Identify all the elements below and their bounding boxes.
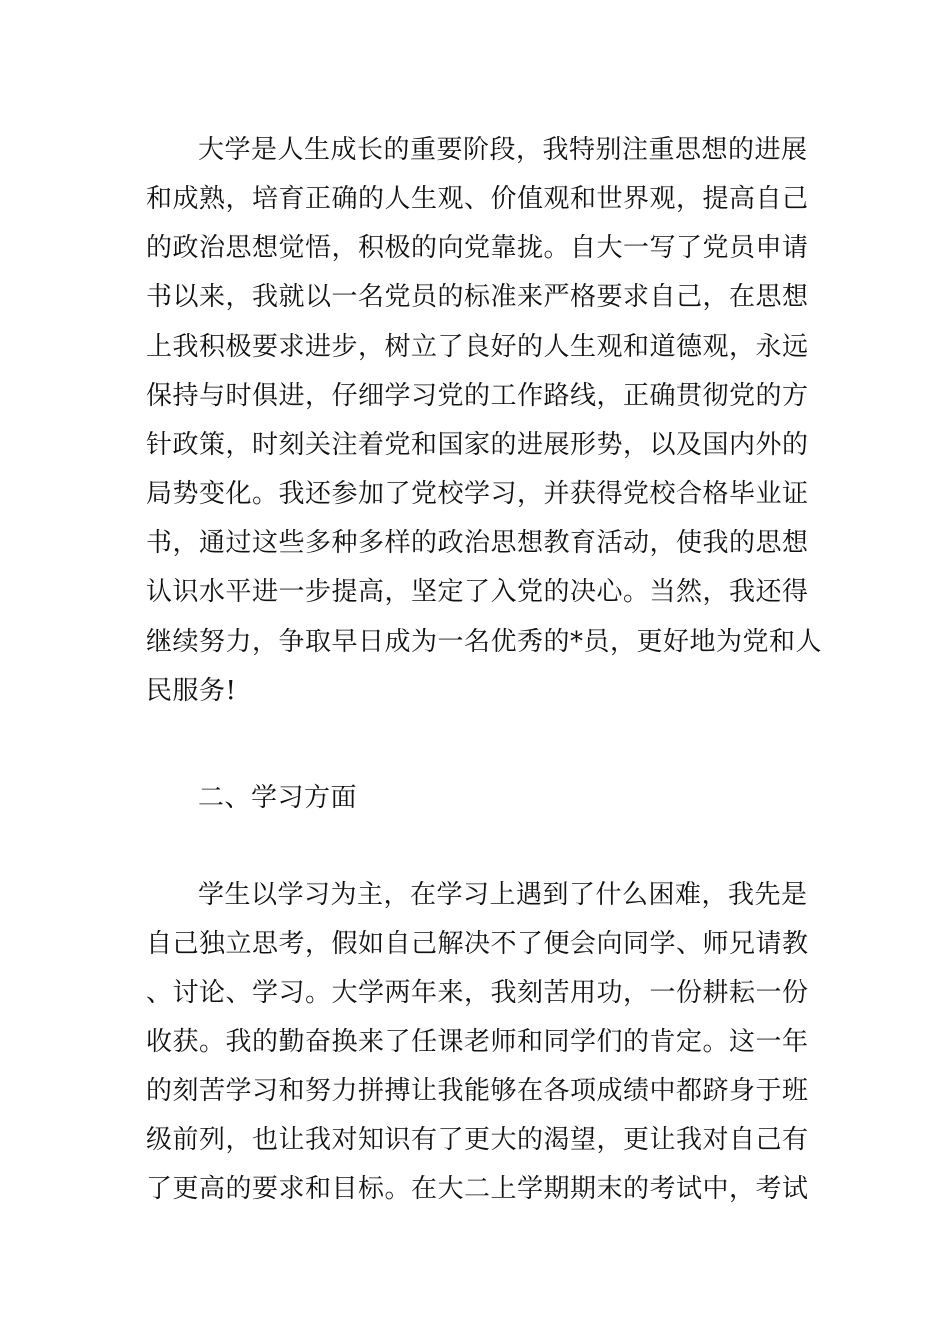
paragraph-2-line-5: 的刻苦学习和努力拼搏让我能够在各项成绩中都跻身于班: [146, 1076, 809, 1106]
paragraph-1-line-10: 认识水平进一步提高，坚定了入党的决心。当然，我还得: [146, 577, 809, 607]
paragraph-1-line-2: 和成熟，培育正确的人生观、价值观和世界观，提高自己: [146, 184, 809, 214]
paragraph-2-line-3: 、讨论、学习。大学两年来，我刻苦用功，一份耕耘一份: [146, 978, 809, 1008]
paragraph-1-line-8: 局势变化。我还参加了党校学习，并获得党校合格毕业证: [146, 479, 809, 509]
paragraph-1-line-9: 书，通过这些多种多样的政治思想教育活动，使我的思想: [146, 528, 809, 558]
paragraph-1-line-7: 针政策，时刻关注着党和国家的进展形势，以及国内外的: [146, 430, 809, 460]
section-heading: 二、学习方面: [198, 783, 358, 813]
paragraph-2-line-4: 收获。我的勤奋换来了任课老师和同学们的肯定。这一年: [146, 1027, 809, 1057]
paragraph-1-line-11: 继续努力，争取早日成为一名优秀的*员，更好地为党和人: [146, 627, 823, 657]
paragraph-2-line-7: 了更高的要求和目标。在大二上学期期末的考试中，考试: [146, 1174, 809, 1204]
paragraph-1-line-1: 大学是人生成长的重要阶段，我特别注重思想的进展: [198, 135, 808, 165]
paragraph-2-line-1: 学生以学习为主，在学习上遇到了什么困难，我先是: [198, 880, 808, 910]
paragraph-1-line-3: 的政治思想觉悟，积极的向党靠拢。自大一写了党员申请: [146, 233, 809, 263]
paragraph-2-line-2: 自己独立思考，假如自己解决不了便会向同学、师兄请教: [146, 929, 809, 959]
paragraph-2-line-6: 级前列，也让我对知识有了更大的渴望，更让我对自己有: [146, 1125, 809, 1155]
paragraph-1-line-6: 保持与时俱进，仔细学习党的工作路线，正确贯彻党的方: [146, 381, 809, 411]
paragraph-1-line-5: 上我积极要求进步，树立了良好的人生观和道德观，永远: [146, 332, 809, 362]
paragraph-1-line-12: 民服务!: [146, 676, 237, 706]
paragraph-1-line-4: 书以来，我就以一名党员的标准来严格要求自己，在思想: [146, 282, 809, 312]
